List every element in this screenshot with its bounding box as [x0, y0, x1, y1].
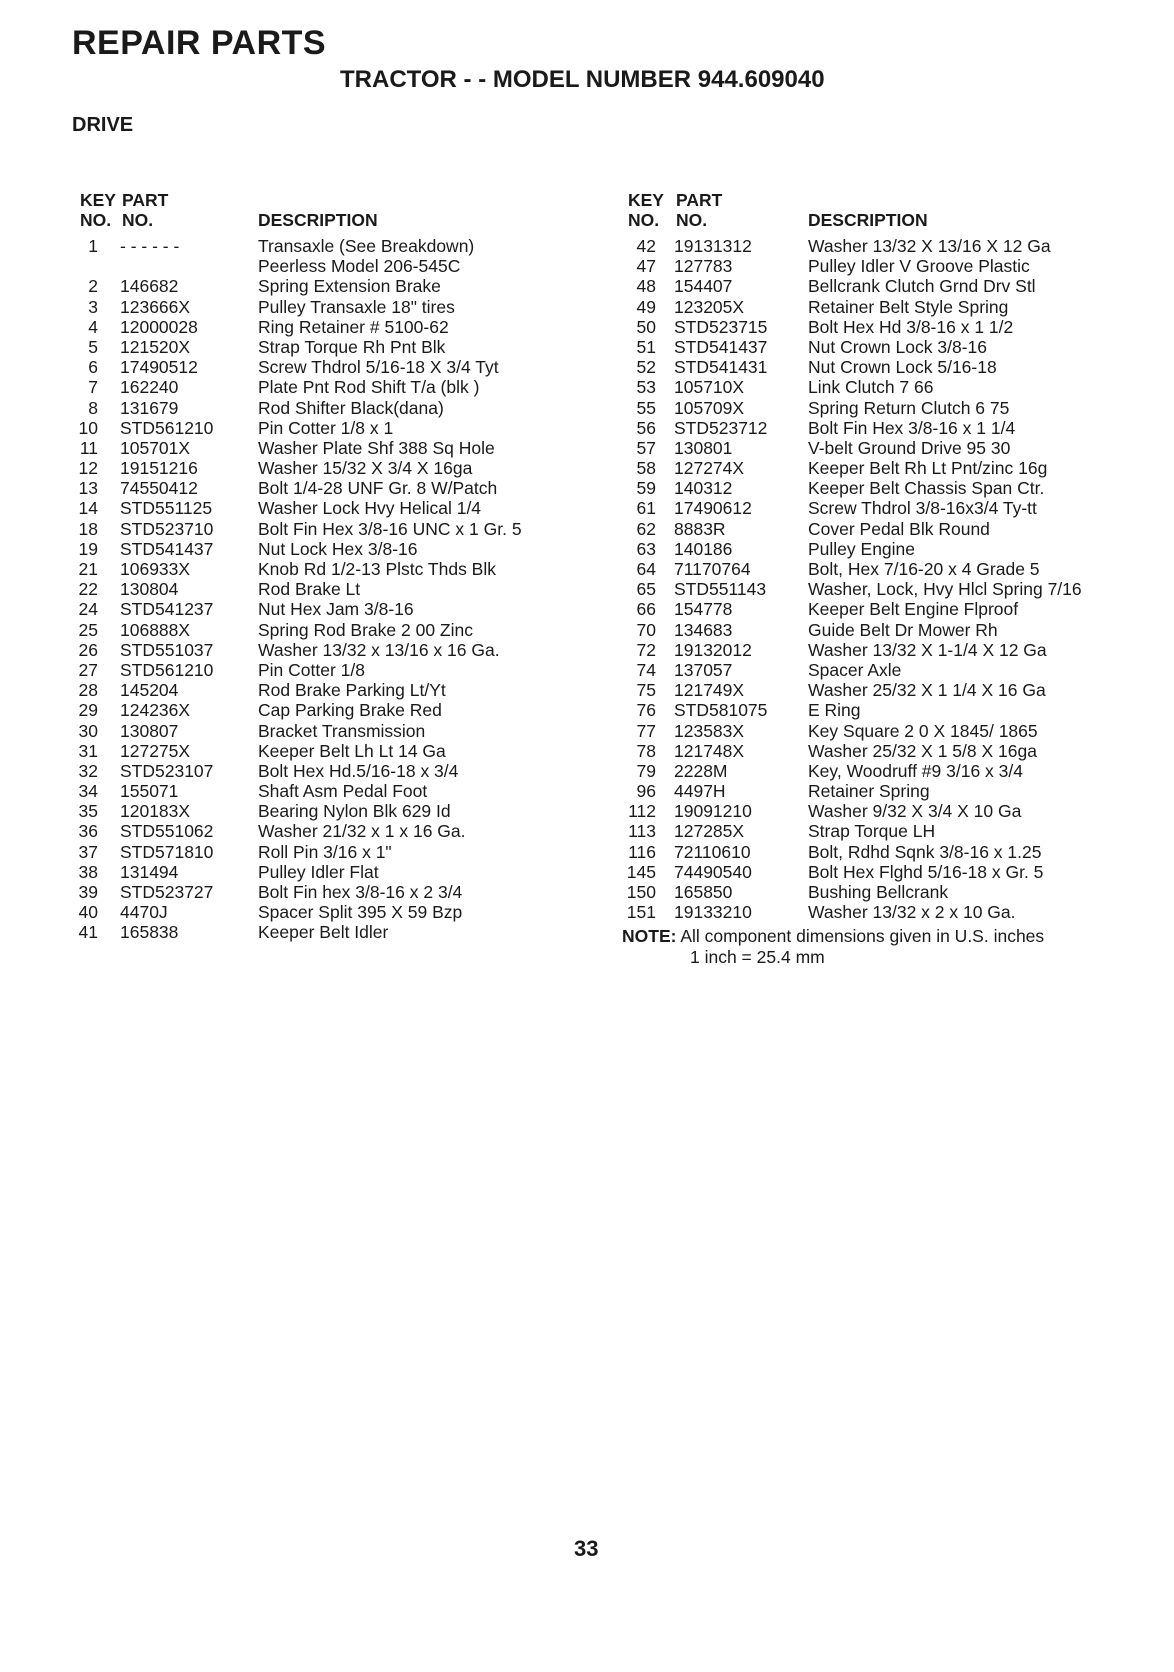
part-no-cell: STD541431: [674, 357, 768, 378]
section-heading: DRIVE: [72, 114, 134, 136]
table-row: [622, 862, 1044, 882]
part-no-cell: STD551143: [674, 579, 767, 600]
key-no-cell: 12: [78, 458, 98, 479]
description-cell: Bushing Bellcrank: [808, 882, 949, 902]
table-row: [622, 458, 1048, 479]
key-no-cell: 76: [636, 700, 656, 721]
key-no-cell: 39: [78, 882, 98, 902]
part-no-cell: 165838: [120, 922, 179, 943]
part-no-cell: 17490512: [120, 357, 198, 378]
description-cell: Retainer Spring: [808, 781, 930, 802]
description-cell: Roll Pin 3/16 x 1": [258, 841, 392, 862]
part-no-cell: 19132012: [674, 639, 752, 660]
part-no-cell: 123583X: [674, 720, 745, 741]
description-cell: Washer 15/32 X 3/4 X 16ga: [258, 458, 473, 479]
description-cell: Plate Pnt Rod Shift T/a (blk ): [258, 377, 480, 398]
description-cell: Washer 13/32 X 13/16 X 12 Ga: [808, 236, 1051, 256]
description-cell: Pin Cotter 1/8 x 1: [258, 417, 394, 438]
key-no-cell: 96: [636, 781, 656, 802]
key-no-cell: 72: [636, 639, 656, 660]
key-no-cell: 62: [636, 518, 656, 539]
description-cell: Washer 13/32 x 13/16 x 16 Ga.: [258, 639, 500, 660]
table-row: [622, 680, 1044, 700]
description-cell: Guide Belt Dr Mower Rh: [808, 619, 998, 640]
description-cell: Key Square 2 0 X 1845/ 1865: [808, 720, 1038, 741]
description-cell: Nut Lock Hex 3/8-16: [258, 538, 418, 559]
description-cell: Washer, Lock, Hvy Hlcl Spring 7/16: [808, 579, 1082, 600]
key-no-cell: 1: [88, 236, 98, 256]
part-no-cell: 106888X: [120, 619, 191, 640]
parts-list: [622, 236, 1082, 923]
table-row: [622, 317, 1044, 337]
description-cell: Washer 25/32 X 1 1/4 X 16 Ga: [808, 680, 1046, 701]
part-no-cell: STD551125: [120, 498, 213, 519]
part-no-cell: 140312: [674, 478, 733, 499]
description-cell: Spring Return Clutch 6 75: [808, 397, 1010, 418]
description-cell: Pin Cotter 1/8: [258, 659, 365, 680]
part-no-cell: 134683: [674, 619, 733, 640]
key-no-cell: 77: [636, 720, 656, 741]
key-no-cell: 41: [78, 922, 98, 943]
part-no-cell: 71170764: [674, 559, 751, 579]
table-row: [622, 842, 1044, 862]
key-no-cell: 70: [636, 619, 656, 640]
table-row: [622, 821, 1044, 841]
key-no-cell: 11: [79, 437, 98, 458]
description-cell: Cap Parking Brake Red: [258, 700, 442, 721]
key-no-cell: 2: [88, 276, 98, 297]
part-no-cell: 74490540: [674, 861, 752, 882]
part-no-cell: 19131312: [674, 236, 752, 256]
description-cell: Shaft Asm Pedal Foot: [258, 781, 428, 802]
key-no-cell: 21: [78, 559, 98, 579]
table-row: [622, 741, 1044, 761]
table-row: [622, 620, 1044, 640]
part-no-cell: 2228M: [674, 760, 728, 781]
key-no-cell: 4: [88, 316, 98, 337]
key-no-cell: 151: [626, 902, 656, 923]
description-cell: Screw Thdrol 3/8-16x3/4 Ty-tt: [808, 498, 1037, 519]
key-no-cell: 145: [626, 861, 656, 882]
key-no-cell: 66: [636, 599, 656, 620]
description-cell: V-belt Ground Drive 95 30: [808, 437, 1011, 458]
key-no-cell: 112: [628, 801, 656, 822]
key-no-cell: 79: [636, 760, 656, 781]
part-no-cell: 127275X: [120, 740, 191, 761]
key-no-cell: 57: [636, 437, 656, 458]
parts-table-right: [622, 190, 1082, 968]
key-no-cell: 64: [636, 559, 656, 579]
part-no-cell: 4497H: [674, 781, 726, 802]
description-cell: Spring Extension Brake: [258, 276, 441, 297]
part-no-cell: 146682: [120, 276, 179, 297]
part-no-cell: 106933X: [120, 559, 191, 579]
description-cell: Bolt Hex Hd 3/8-16 x 1 1/2: [808, 316, 1014, 337]
table-row: [622, 357, 1044, 377]
table-row: [622, 297, 1044, 317]
key-no-cell: 29: [78, 700, 98, 721]
part-no-cell: 74550412: [120, 478, 198, 499]
table-row: [622, 639, 1047, 660]
table-row: [622, 337, 1044, 357]
description-cell: Bolt Hex Flghd 5/16-18 x Gr. 5: [808, 861, 1044, 882]
key-no-cell: 78: [636, 740, 656, 761]
key-no-cell: 150: [626, 882, 656, 902]
part-no-cell: 131679: [120, 397, 179, 418]
description-cell: Bolt 1/4-28 UNF Gr. 8 W/Patch: [258, 478, 498, 499]
part-no-cell: 155071: [120, 781, 179, 802]
key-no-cell: 24: [78, 599, 98, 620]
description-cell: E Ring: [808, 700, 861, 721]
key-no-cell: 49: [636, 296, 656, 317]
table-row: [622, 660, 1044, 680]
key-no-cell: 18: [78, 518, 98, 539]
table-row: [622, 276, 1044, 296]
key-no-cell: 30: [78, 720, 98, 741]
page-number: 33: [574, 1536, 599, 1561]
key-no-cell: 75: [636, 680, 656, 701]
part-no-cell: STD523710: [120, 518, 214, 539]
part-no-cell: STD523107: [120, 760, 214, 781]
part-no-cell: 4470J: [120, 902, 168, 923]
part-no-cell: STD551037: [120, 639, 214, 660]
key-no-cell: 19: [78, 538, 98, 559]
part-no-cell: 121520X: [120, 336, 191, 357]
part-no-cell: STD541437: [120, 538, 214, 559]
part-no-cell: 127783: [674, 256, 733, 277]
key-no-cell: 113: [628, 821, 656, 842]
part-no-cell: 105710X: [674, 377, 745, 398]
key-no-cell: 31: [78, 740, 98, 761]
key-no-cell: 35: [78, 801, 98, 822]
table-row: [622, 599, 1044, 619]
part-header-line1: PART: [676, 190, 723, 210]
key-no-cell: 50: [636, 316, 656, 337]
part-no-cell: 19151216: [120, 458, 198, 479]
table-row: [622, 761, 1044, 781]
table-row: [622, 398, 1044, 418]
note-line2: 1 inch = 25.4 mm: [690, 947, 825, 968]
part-no-cell: 17490612: [674, 498, 752, 519]
description-cell: Bearing Nylon Blk 629 Id: [258, 801, 451, 822]
description-cell: Bolt Fin Hex 3/8-16 UNC x 1 Gr. 5: [258, 518, 522, 539]
key-no-cell: 63: [636, 538, 656, 559]
description-cell: Pulley Idler Flat: [258, 861, 379, 882]
description-header: DESCRIPTION: [258, 210, 378, 230]
part-header-line2: NO.: [122, 210, 154, 230]
key-header-line2: NO.: [80, 210, 112, 230]
description-cell: Keeper Belt Rh Lt Pnt/zinc 16g: [808, 458, 1048, 479]
part-no-cell: 123205X: [674, 296, 745, 317]
part-no-cell: STD561210: [120, 417, 214, 438]
description-cell: Washer Lock Hvy Helical 1/4: [258, 498, 482, 519]
table-row: [622, 579, 1082, 600]
part-no-cell: 127285X: [674, 821, 745, 842]
key-no-cell: 13: [78, 478, 98, 499]
description-cell: Nut Crown Lock 5/16-18: [808, 357, 997, 378]
description-cell: Rod Brake Parking Lt/Yt: [258, 680, 446, 701]
description-cell: Ring Retainer # 5100-62: [258, 316, 449, 337]
part-no-cell: 12000028: [120, 316, 198, 337]
description-cell: Knob Rd 1/2-13 Plstc Thds Blk: [258, 559, 496, 579]
part-no-cell: 162240: [120, 377, 179, 398]
key-header-line2: NO.: [628, 210, 660, 230]
part-no-cell: 124236X: [120, 700, 191, 721]
description-cell: Peerless Model 206-545C: [258, 256, 461, 277]
part-no-cell: 154407: [674, 276, 733, 297]
table-row: [622, 721, 1044, 741]
key-no-cell: 36: [78, 821, 98, 842]
description-cell: Washer 13/32 x 2 x 10 Ga.: [808, 902, 1016, 923]
key-no-cell: 55: [636, 397, 656, 418]
note-line1: All component dimensions given in U.S. inches: [680, 926, 1045, 947]
description-cell: Pulley Transaxle 18" tires: [258, 296, 455, 317]
description-cell: Strap Torque Rh Pnt Blk: [258, 336, 446, 357]
key-no-cell: 26: [78, 639, 98, 660]
description-cell: Keeper Belt Chassis Span Ctr.: [808, 478, 1045, 499]
table-row: [622, 882, 1044, 902]
description-cell: Transaxle (See Breakdown): [258, 236, 475, 256]
description-cell: Screw Thdrol 5/16-18 X 3/4 Tyt: [258, 357, 499, 378]
key-no-cell: 42: [636, 236, 656, 256]
key-no-cell: 38: [78, 861, 98, 882]
part-no-cell: STD551062: [120, 821, 214, 842]
part-no-cell: STD523712: [674, 417, 768, 438]
table-header: [622, 190, 1044, 236]
part-header-line1: PART: [122, 190, 169, 210]
description-cell: Keeper Belt Lh Lt 14 Ga: [258, 740, 446, 761]
table-row: [622, 902, 1044, 922]
description-cell: Washer 21/32 x 1 x 16 Ga.: [258, 821, 466, 842]
description-cell: Keeper Belt Idler: [258, 922, 389, 943]
part-no-cell: 140186: [674, 538, 733, 559]
part-no-cell: 19091210: [674, 801, 752, 822]
part-no-cell: 130804: [120, 579, 179, 600]
table-row: [622, 438, 1044, 458]
part-no-cell: 105701X: [120, 437, 191, 458]
description-cell: Bolt Fin Hex 3/8-16 x 1 1/4: [808, 417, 1016, 438]
table-row: [622, 700, 1044, 720]
description-cell: Pulley Engine: [808, 538, 916, 559]
description-cell: Bellcrank Clutch Grnd Drv Stl: [808, 276, 1036, 297]
table-row: [622, 418, 1044, 438]
description-cell: Washer 13/32 X 1-1/4 X 12 Ga: [808, 639, 1047, 660]
description-cell: Retainer Belt Style Spring: [808, 296, 1009, 317]
description-cell: Nut Crown Lock 3/8-16: [808, 336, 987, 357]
key-no-cell: 61: [636, 498, 656, 519]
part-no-cell: 127274X: [674, 458, 745, 479]
part-no-cell: 72110610: [674, 841, 751, 862]
description-cell: Cover Pedal Blk Round: [808, 518, 990, 539]
key-no-cell: 22: [78, 579, 98, 600]
key-no-cell: 59: [636, 478, 656, 499]
key-no-cell: 52: [636, 357, 656, 378]
part-no-cell: 123666X: [120, 296, 191, 317]
description-cell: Washer 9/32 X 3/4 X 10 Ga: [808, 801, 1022, 822]
description-cell: Bolt Hex Hd.5/16-18 x 3/4: [258, 760, 459, 781]
key-no-cell: 40: [78, 902, 98, 923]
table-row: [622, 781, 1044, 801]
table-row: [622, 478, 1044, 498]
part-no-cell: 145204: [120, 680, 179, 701]
key-no-cell: 34: [78, 781, 98, 802]
key-no-cell: 51: [636, 336, 656, 357]
key-no-cell: 53: [636, 377, 656, 398]
part-no-cell: 154778: [674, 599, 733, 620]
part-no-cell: 19133210: [674, 902, 752, 923]
key-header-line1: KEY: [80, 190, 116, 210]
table-row: [622, 498, 1044, 518]
description-cell: Washer Plate Shf 388 Sq Hole: [258, 437, 495, 458]
key-no-cell: 8: [88, 397, 98, 418]
key-no-cell: 10: [78, 417, 98, 438]
table-row: [622, 801, 1044, 821]
note-label: NOTE:: [622, 926, 677, 947]
key-no-cell: 14: [78, 498, 98, 519]
description-cell: Spacer Split 395 X 59 Bzp: [258, 902, 463, 923]
key-no-cell: 56: [636, 417, 656, 438]
description-cell: Washer 25/32 X 1 5/8 X 16ga: [808, 740, 1037, 761]
description-cell: Spring Rod Brake 2 00 Zinc: [258, 619, 473, 640]
part-no-cell: 130807: [120, 720, 179, 741]
key-no-cell: 74: [636, 659, 656, 680]
description-cell: Bolt, Hex 7/16-20 x 4 Grade 5: [808, 559, 1040, 579]
table-row: [622, 559, 1044, 579]
description-cell: Rod Brake Lt: [258, 579, 361, 600]
key-no-cell: 37: [78, 841, 98, 862]
key-no-cell: 58: [636, 458, 656, 479]
table-row: [622, 539, 1044, 559]
key-no-cell: 47: [636, 256, 656, 277]
description-cell: Pulley Idler V Groove Plastic: [808, 256, 1030, 277]
key-no-cell: 3: [88, 296, 98, 317]
description-cell: Key, Woodruff #9 3/16 x 3/4: [808, 760, 1023, 781]
part-no-cell: 130801: [674, 437, 733, 458]
description-cell: Strap Torque LH: [808, 821, 936, 842]
key-no-cell: 116: [628, 841, 656, 862]
page-title: REPAIR PARTS: [72, 24, 327, 62]
part-no-cell: 165850: [674, 882, 733, 902]
part-no-cell: 121749X: [674, 680, 745, 701]
description-cell: Bolt Fin hex 3/8-16 x 2 3/4: [258, 882, 463, 902]
part-no-cell: STD571810: [120, 841, 214, 862]
description-cell: Bolt, Rdhd Sqnk 3/8-16 x 1.25: [808, 841, 1042, 862]
part-no-cell: 105709X: [674, 397, 745, 418]
part-no-cell: 137057: [674, 659, 733, 680]
part-no-cell: 121748X: [674, 740, 745, 761]
key-no-cell: 32: [78, 760, 98, 781]
part-no-cell: STD523715: [674, 316, 768, 337]
table-row: [622, 377, 1044, 397]
table-row: [622, 236, 1051, 256]
description-header: DESCRIPTION: [808, 210, 928, 230]
part-no-cell: - - - - - -: [120, 236, 180, 256]
key-no-cell: 25: [78, 619, 98, 640]
description-cell: Keeper Belt Engine Flproof: [808, 599, 1019, 620]
part-no-cell: STD541437: [674, 336, 768, 357]
model-heading: TRACTOR - - MODEL NUMBER 944.609040: [340, 66, 825, 93]
description-cell: Rod Shifter Black(dana): [258, 397, 444, 418]
part-no-cell: STD523727: [120, 882, 214, 902]
table-row: [622, 256, 1044, 276]
key-no-cell: 65: [636, 579, 656, 600]
key-no-cell: 27: [78, 659, 98, 680]
key-no-cell: 6: [88, 357, 98, 378]
key-header-line1: KEY: [628, 190, 664, 210]
key-no-cell: 28: [78, 680, 98, 701]
description-cell: Nut Hex Jam 3/8-16: [258, 599, 414, 620]
dimension-note: [622, 926, 1044, 968]
key-no-cell: 5: [88, 336, 98, 357]
part-no-cell: STD581075: [674, 700, 768, 721]
key-no-cell: 7: [88, 377, 98, 398]
part-no-cell: 131494: [120, 861, 179, 882]
table-row: [622, 519, 1044, 539]
part-no-cell: 8883R: [674, 518, 726, 539]
part-no-cell: STD541237: [120, 599, 214, 620]
part-no-cell: STD561210: [120, 659, 214, 680]
part-header-line2: NO.: [676, 210, 708, 230]
description-cell: Link Clutch 7 66: [808, 377, 934, 398]
description-cell: Spacer Axle: [808, 659, 902, 680]
key-no-cell: 48: [636, 276, 656, 297]
description-cell: Bracket Transmission: [258, 720, 426, 741]
part-no-cell: 120183X: [120, 801, 191, 822]
